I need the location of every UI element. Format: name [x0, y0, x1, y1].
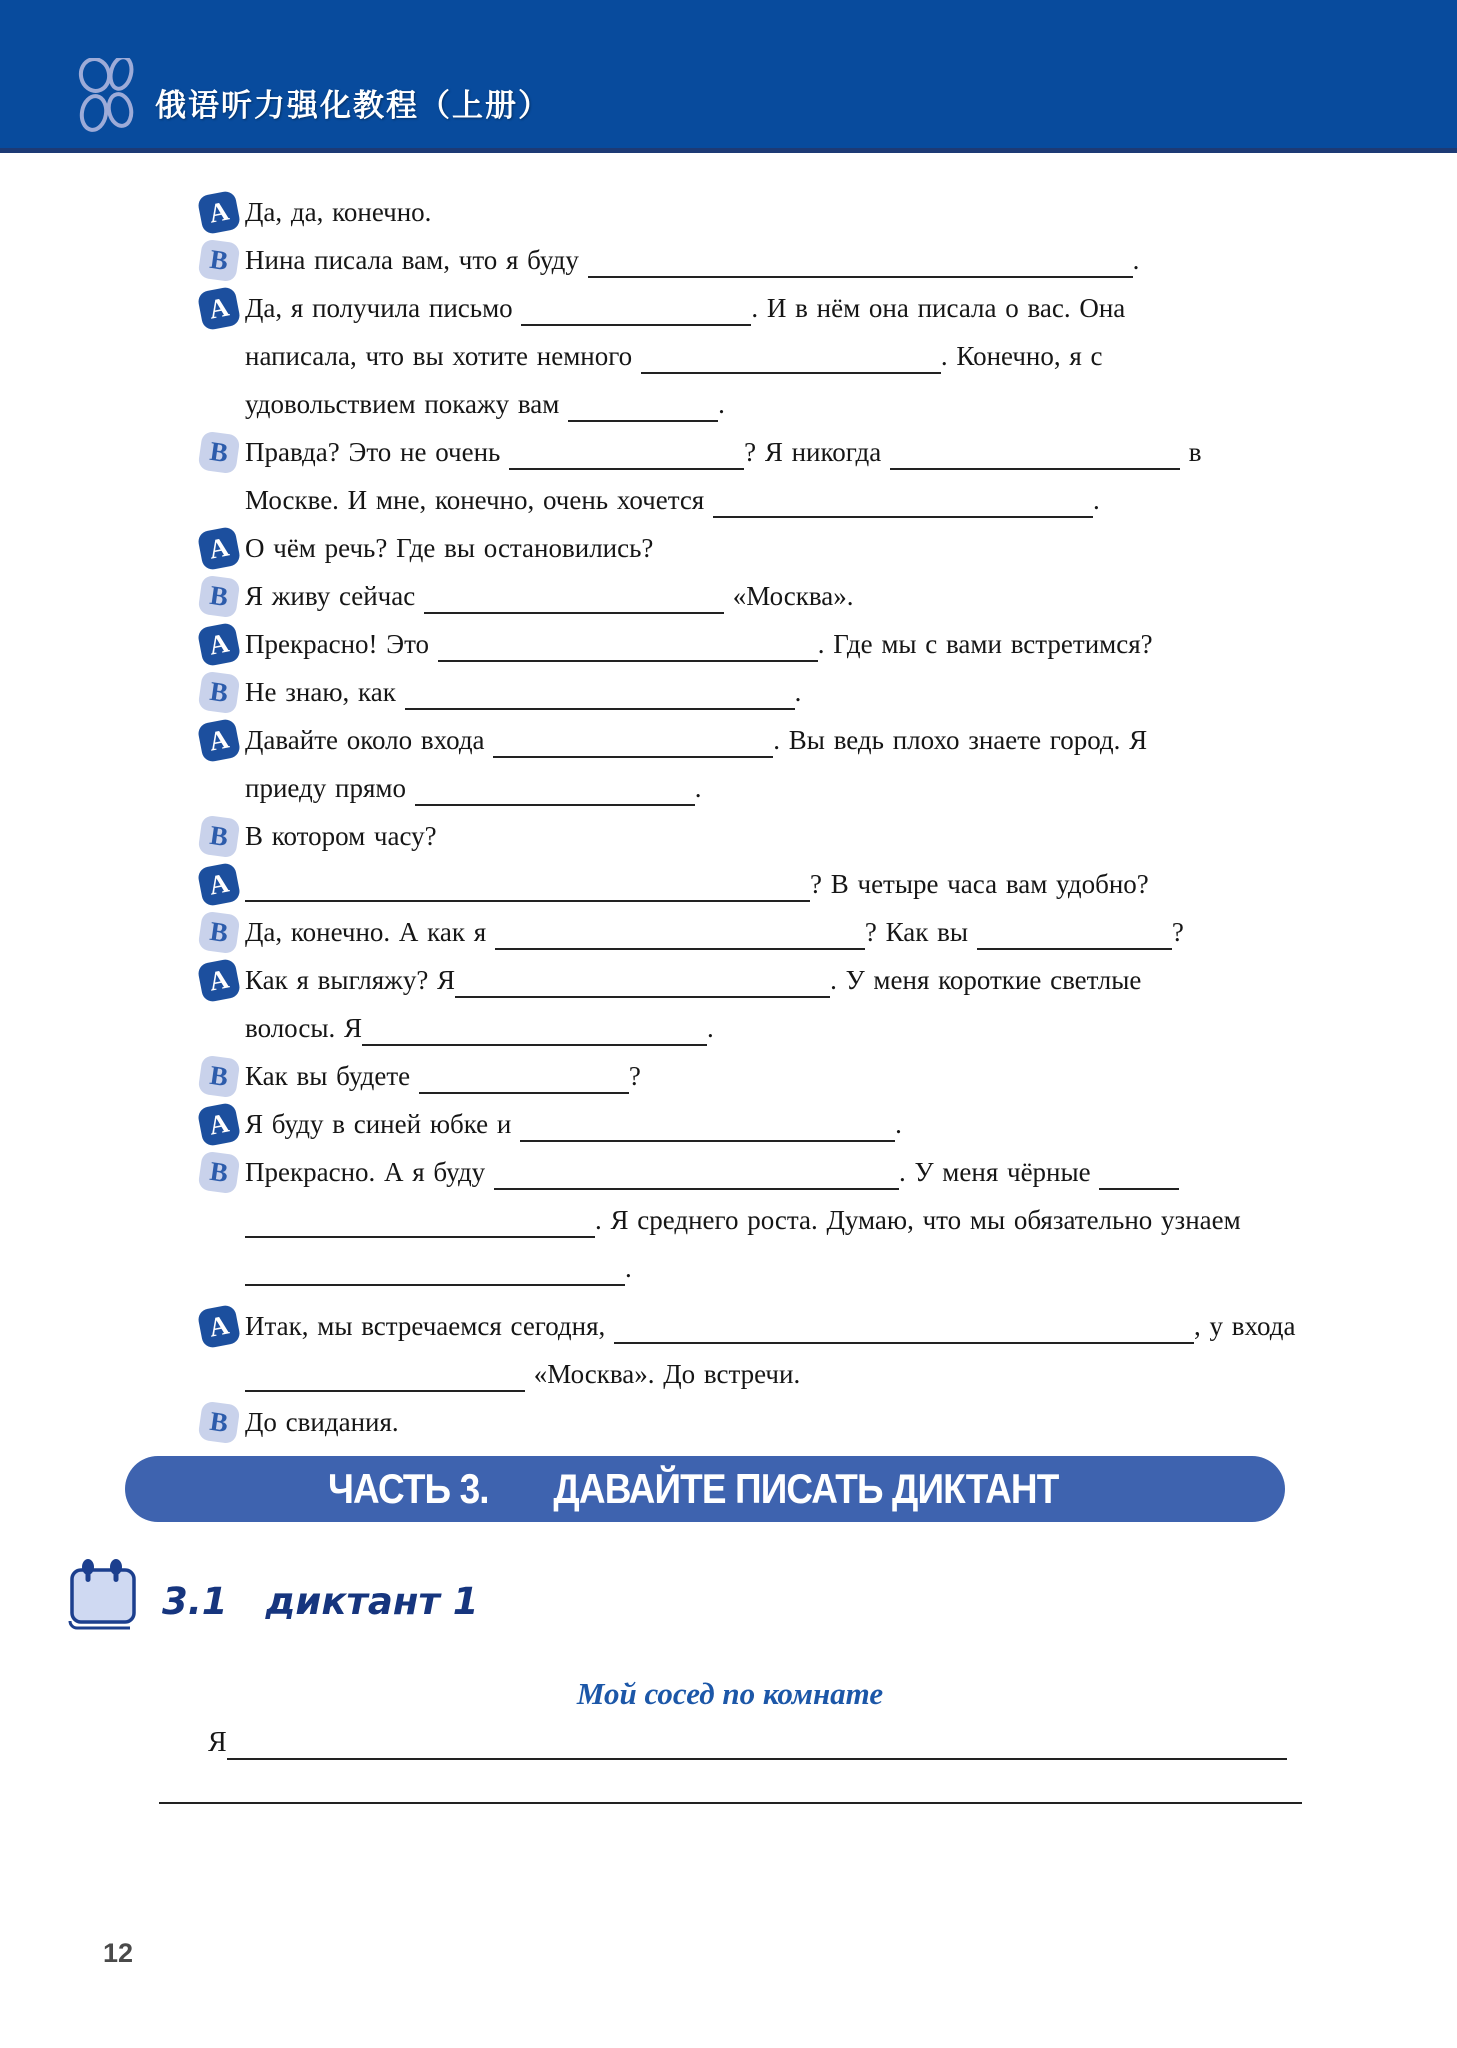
- speaker-badge-b: B: [197, 911, 240, 955]
- fill-in-blank: [713, 486, 1093, 518]
- fill-in-blank: [438, 630, 818, 662]
- dialogue-line: написала, что вы хотите немного . Конечно, я с: [245, 332, 1290, 380]
- speaker-badge-b: B: [197, 671, 240, 715]
- dialogue: [206, 188, 1296, 1446]
- dictation-title: Мой сосед по комнате: [576, 1676, 884, 1711]
- fill-in-blank: [641, 342, 941, 374]
- part-label: ЧАСТЬ 3.: [327, 1465, 489, 1512]
- dialogue-turn: [206, 188, 1290, 236]
- dialogue-line: Давайте около входа . Вы ведь плохо знаете город. Я: [245, 716, 1290, 764]
- dialogue-line: . Я среднего роста. Думаю, что мы обязательно узнаем: [245, 1196, 1290, 1244]
- speaker-badge-b: B: [197, 1151, 240, 1195]
- fill-in-blank: [568, 390, 718, 422]
- book-title: 俄语听力强化教程（上册）: [155, 88, 551, 124]
- dialogue-turn: [208, 1052, 1290, 1100]
- speaker-badge-a: A: [197, 190, 242, 236]
- dialogue-turn: [208, 1398, 1290, 1446]
- dialogue-line: волосы. Я .: [245, 1004, 1290, 1052]
- dialogue-turn: [208, 572, 1290, 620]
- speaker-badge-a: A: [197, 718, 242, 764]
- fill-in-blank: [405, 678, 795, 710]
- dialogue-turn: [208, 812, 1290, 860]
- fill-in-blank: [509, 438, 744, 470]
- fill-in-blank: [520, 1110, 895, 1142]
- page-number: 12: [103, 1938, 134, 1968]
- speaker-badge-a: A: [197, 286, 242, 332]
- dialogue-line: ? В четыре часа вам удобно?: [245, 860, 1290, 908]
- speaker-badge-a: A: [197, 1304, 242, 1350]
- dialogue-line: О чём речь? Где вы остановились?: [245, 533, 654, 563]
- dialogue-turn: [208, 668, 1290, 716]
- dialogue-turn: [206, 284, 1290, 428]
- dialogue-line: Москве. И мне, конечно, очень хочется .: [245, 476, 1290, 524]
- dialogue-turn: [208, 236, 1290, 284]
- dialogue-line: Правда? Это не очень ? Я никогда в: [245, 428, 1290, 476]
- fill-in-blank: [493, 726, 773, 758]
- fill-in-blank: [494, 1158, 899, 1190]
- dialogue-turn: [206, 1302, 1296, 1398]
- speaker-badge-b: B: [197, 575, 240, 619]
- dialogue-line: удовольствием покажу вам .: [245, 380, 1290, 428]
- speaker-badge-b: B: [197, 815, 240, 859]
- fill-in-blank: [245, 1360, 525, 1392]
- fill-in-blank: [245, 1254, 625, 1286]
- dialogue-line: В котором часу?: [245, 821, 437, 851]
- dictation-prefix: Я: [208, 1727, 227, 1758]
- fill-in-blank: [1099, 1158, 1179, 1190]
- dialogue-line: «Москва». До встречи.: [245, 1350, 1290, 1398]
- dialogue-line: До свидания.: [245, 1407, 399, 1437]
- fill-in-blank: [977, 918, 1172, 950]
- dialogue-turn: [206, 860, 1290, 908]
- dialogue-line: Не знаю, как .: [245, 668, 1290, 716]
- speaker-badge-b: B: [197, 239, 240, 283]
- calendar-icon: [64, 1558, 148, 1630]
- fill-in-blank: [495, 918, 865, 950]
- dialogue-line: Я буду в синей юбке и .: [245, 1100, 1290, 1148]
- dialogue-turn: [208, 908, 1290, 956]
- dialogue-turn: [206, 956, 1290, 1052]
- fill-in-blank: [890, 438, 1180, 470]
- dialogue-line: Да, я получила письмо . И в нём она писала о вас. Она: [245, 284, 1290, 332]
- dialogue-line: Я живу сейчас «Москва».: [245, 572, 1290, 620]
- subsection-number: 3.1: [162, 1580, 228, 1623]
- publisher-rings-logo: [78, 58, 136, 138]
- fill-in-blank: [455, 966, 830, 998]
- dialogue-line: Нина писала вам, что я буду .: [245, 236, 1290, 284]
- fill-in-blank: [521, 294, 751, 326]
- speaker-badge-a: A: [197, 958, 242, 1004]
- dialogue-line: Да, конечно. А как я ? Как вы ?: [245, 908, 1290, 956]
- dialogue-turn: [206, 620, 1290, 668]
- fill-in-blank: [362, 1014, 707, 1046]
- fill-in-blank: [419, 1062, 629, 1094]
- dialogue-turn: [206, 1100, 1290, 1148]
- dialogue-line: .: [245, 1244, 1290, 1292]
- fill-in-blank: [614, 1312, 1194, 1344]
- dialogue-turn: [206, 716, 1290, 812]
- fill-in-blank: [245, 1206, 595, 1238]
- fill-in-blank: [424, 582, 724, 614]
- dialogue-turn: [208, 1148, 1290, 1292]
- dialogue-turn: [208, 428, 1290, 524]
- speaker-badge-a: A: [197, 622, 242, 668]
- fill-in-blank: [588, 246, 1133, 278]
- speaker-badge-a: A: [197, 1102, 242, 1148]
- fill-in-blank: [159, 1780, 1302, 1804]
- dictation-first-line: [208, 1726, 1287, 1760]
- page-header-band: [0, 0, 1457, 153]
- dialogue-line: Как вы будете ?: [245, 1052, 1290, 1100]
- dialogue-turn: [206, 524, 1290, 572]
- dialogue-line: Прекрасно! Это . Где мы с вами встретимся?: [245, 620, 1290, 668]
- fill-in-blank: [227, 1726, 1287, 1760]
- speaker-badge-b: B: [197, 431, 240, 475]
- dialogue-line: Итак, мы встречаемся сегодня, , у входа: [245, 1302, 1290, 1350]
- dialogue-line: Да, да, конечно.: [245, 197, 432, 227]
- fill-in-blank: [415, 774, 695, 806]
- part-banner: [125, 1456, 1285, 1522]
- speaker-badge-a: A: [197, 526, 242, 572]
- subsection-title: диктант 1: [265, 1580, 479, 1623]
- part-title: ДАВАЙТЕ ПИСАТЬ ДИКТАНТ: [553, 1465, 1059, 1512]
- dialogue-line: приеду прямо .: [245, 764, 1290, 812]
- dialogue-line: Как я выгляжу? Я . У меня короткие светлые: [245, 956, 1290, 1004]
- speaker-badge-b: B: [197, 1401, 240, 1445]
- subsection-heading: [162, 1580, 479, 1623]
- dialogue-line: Прекрасно. А я буду . У меня чёрные: [245, 1148, 1290, 1196]
- fill-in-blank: [245, 870, 810, 902]
- speaker-badge-a: A: [197, 862, 242, 908]
- speaker-badge-b: B: [197, 1055, 240, 1099]
